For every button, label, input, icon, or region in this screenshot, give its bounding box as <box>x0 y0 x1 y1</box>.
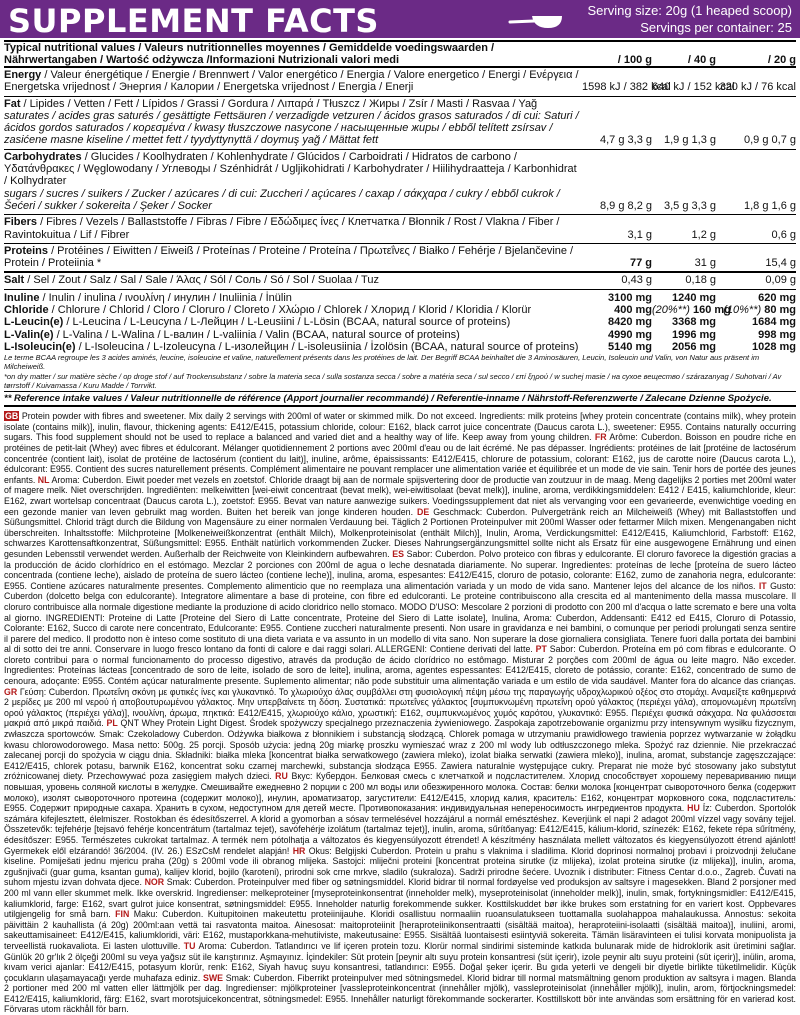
language-code: TU <box>183 940 196 951</box>
language-text: Gusto: Cuberdon (dolcetto belga con edulcorante). Integratore alimentare a base di proteine, con fibre ed edulcoranti. Le proteine contribuiscono alla crescita ed al mantenimento della massa muscolare. Il cloruro contribuisce alla normale digestione mediante la produzione di acido cloridrico nello stomaco. MODO D'USO: Mescolare 2 porzioni di prodotto con 200 ml d'acqua o latte scremato e bere una volta al giorno. INGREDIENTI: Proteine di Latte [Proteine del Siero di Latte concentrate, Proteine del Siero di Latte isolate], Inulina, Aroma: Cuberdon, Addensanti: E412 ed E415, Cloruro di Potassio, Colorante: E162, Succo di carote nere concentrato, Edulcorante: E955. Contiene zuccheri naturalmente presenti. Non usare in gravidanza e nei bambini, o comunque per periodi prolungati senza sentire il parere del medico. Il prodotto non è inteso come sostituto di una dieta variata e va assunto in un modello di vita sano. Non superare la dose giornaliera consigliata. Tenere fuori dalla portata dei bambini al di sotto dei tre anni. Conservare in luogo fresco lontano da fonti di calore e dai raggi solari. ALLERGENI: Contiene derivati del latte. <box>4 580 796 655</box>
nutrient-label: Fat / Lipides / Vetten / Fett / Lípidos / Grassi / Gordura / Λιπαρά / Tłuszcz / Жиры / Zsír / Masti / Rasvaa / Yağ saturates / acides gras saturés / gesättigte Fettsäuren / verzadigde vetzuren / ácidos grasos saturados / di cui: Saturi / ácidos gordos saturados / κορεσμένα / kwasy tłuszczowe nasycone / насыщенные жиры / ebből telített zsírsav / zasićene masne kiseline / mettet fett / tyydyttynyttä / doymuş yağ / Mättat fett <box>4 98 582 147</box>
scoop-icon <box>508 8 564 30</box>
language-text: Sabor: Cuberdon. Proteína em pó com fibras e edulcorante. O cloreto contribui para o normal funcionamento do processo digestivo, através da produção de ácido clorídrico no estômago. Misturar 2 porções com 200ml de água ou leite magro. Não exceder. Ingredientes: Proteínas lácteas [concentrado de soro de leite, isolado de soro de leite], inulina, aroma, agentes espessantes: E412/E415, cloreto de potássio, corante: E162, concentrado de sumo de cenoura, adoçante: E955. Contém açúcar naturalmente presente. Suplemento alimentar; não pode substituir uma alimentação variada e um estilo de vida saudável. Manter fora do alcance das crianças. <box>4 644 796 687</box>
nutrient-label: Proteins / Protéines / Eiwitten / Eiweiß / Proteínas / Proteine / Proteína / Πρωτεΐνες / Białko / Fehérje / Bjelančevine / Protein / Proteiinia * <box>4 244 574 270</box>
nutrient-label: Salt / Sel / Zout / Salz / Sal / Sale / Άλας / Sól / Соль / Só / Sol / Suolaa / Tuz <box>4 274 379 287</box>
amino-value: (20%**) 160 mg <box>652 304 731 317</box>
language-code: PT <box>535 644 547 655</box>
language-text: Geschmack: Cuberdon. Pulvergetränk reich an Milcheiweiß (Whey) mit Ballaststoffen und Süßungsmittel. Chlorid trägt durch die Bildung von Magensäure zu einer normalen Verdauung bei. Täglich 2 Portionen Proteinpulver mit 200ml Wasser oder fettarmer Milch mixen. Mengenangaben nicht überschreiten. Inhaltsstoffe: Milchproteine [Molkeneiweißkonzentrat (enthält Milch), Molkenproteinisolat (enthält Milch)], Inulin, Aroma, Verdickungsmittel: E412/E415, Kaliumchlorid, Farbstoff: E162, schwarzes Karottensaftkonzentrat, Süßungsmittel: E955. Enthält natürlich vorkommenden Zucker. Dieses Nahrungsergänzungsmittel sollte nicht als Ersatz für eine ausgewogene Ernährung und einen gesunden Lebensstil verwendet werden. Außerhalb der Reichweite von Kleinkindern aufbewahren. <box>4 506 797 559</box>
nutrient-value: 0,6 g <box>771 228 796 241</box>
nutrient-value: 1,8 g 1,6 g <box>744 199 796 212</box>
language-text: Aroma: Cuberdon. Eiwit poeder met vezels en zoetstof. Chloride draagt bij aan de normale spijsvertering door de productie van zoutzuur in de maag. Meng dagelijks 2 porties met 200ml water of magere melk. Niet overschrijden. Ingrediënten: melkeiwitten [wei-eiwit concentraat (bevat melk), wei-eiwitisolaat (bevat melk)], inuline, aroma, verdikkingsmiddelen: E412 / E415, kaliumchloride, kleur: E162, zwart wortelsap concentraat (Daucus carota L.), zoetstof: E955. Bevat van nature aanwezige suikers. Voedingssupplement dat niet als vervanging voor een gevarieerde, evenwichtige voeding en een gezonde manier van leven gebruikt mag worden. Buiten het bereik van jonge kinderen houden. <box>4 474 796 517</box>
dry-matter-fine-print: *on dry matter / sur matière sèche / op droge stof / auf Trockensubstanz / sobre la materia seca / sulla sostanza secca / sobre a matéria seca / sul secco / επί ξηρού / w suchej masie / на сухое вещество / szárazanyag / Suhotvari / Av tørrstoff / Kuivamassa / Kuru Madde / Torrvikt. <box>4 372 782 391</box>
nutrient-value: 31 g <box>694 257 716 270</box>
language-code: GR <box>4 686 18 697</box>
nutrient-value: 640 kJ / 152 kcal <box>652 81 735 94</box>
multilingual-description <box>4 411 797 1015</box>
amino-label: Inuline / Inulin / inulina / ινουλίνη / инулин / Inuliinia / İnülin <box>4 291 292 304</box>
language-text: Sabor: Cuberdon. Polvo proteico con fibras y edulcorante. El cloruro favorece la digestión gracias a la producción de ácido clorhídrico en el estómago. Mezclar 2 porciones con 200ml de agua o leche desnatada diariamente. No superar. Ingredientes: proteínas de leche [proteína de suero lácteo concentrada (contiene leche), aislado de proteína de suero lácteo (contiene leche)], inulina, aroma, espesantes: E412/E415, cloruro de potasio, colorante: E162, zumo de zanahoria negra, edulcorante: E955. Contiene azúcares naturalmente presentes. Complemento alimenticio que no reemplaza una alimentación variada y un modo de vida sano. Mantener lejos del alcance de los niños. <box>4 548 796 591</box>
amino-label: L-Leucin(e) / L-Leucina / L-Leucyna / L-Лейцин / L-Leusiini / L-Lösin (BCAA, natural source of proteins) <box>4 316 511 329</box>
amino-value: (10%**) 80 mg <box>723 304 796 317</box>
amino-value: 2056 mg <box>671 340 716 353</box>
amino-value: 1240 mg <box>671 291 716 304</box>
language-text: Smak: Cuberdon. Proteinpulver med fiber og søtningsmiddel. Klorid bidrar til normal fordøyelse ved produksjon av saltsyre i magesekken. Bland 2 porsjoner med 200 ml vann eller skummet melk. Ikke overskrid. Ingredienser: melkeproteiner [myseproteinkonsentrat (inneholder melk), myseproteinisolat (inneholder melk)], inulin, smak, fortykningsmidler: E412/E415, kaliumklorid, farge: E162, svart gulrot juice konsentrat, søtningsmiddel: E955. Inneholder naturlig forekommende sukker. Kosttilskuddet bør ikke brukes som erstatning for en variert kost. Oppbevares utilgjengelig for små barn. <box>4 877 796 920</box>
table-header-label: Typical nutritional values / Valeurs nutritionnelles moyennes / Gemiddelde voedingswaarden / Nährwertangaben / Wartość odżywcza /Informazioni Nutrizionali valori medi <box>4 42 495 66</box>
nutrient-value: 0,9 g 0,7 g <box>744 134 796 147</box>
col-40g: / 40 g <box>687 54 716 66</box>
language-text: Aroma: Cuberdon. Tatlandırıcı ve lif içeren protein tozu. Klorür normal sindirimi sisteminde katkıda bulunarak mide de hidroklorik asit üretimini sağlar. Günlük 20 gr'lık 2 ölçeği 200ml su veya yağsız süt ile karıştırınız. Aşmayınız. İçindekiler: Süt protein [peynir altı suyu protein konsantresi (süt içerir), izole peynir altı suyu proteini (süt içerir)], inülin, aroma, kıvam verici ajanlar: E412/E415, potasyum klorür, renk: E162, Siyah havuç suyu konsantresi, tatlandırıcı: E955. Doğal şeker içerir. Bu gıda yeterli ve dengeli bir diyetle birlikte tüketilmelidir. Küçük çocukların ulaşamayacağı yerde muhafaza ediniz. <box>4 940 797 983</box>
language-text: Smak: Cuberdon. Fiberrikt proteinpulver med sötningsmedel. Klorid bidrar till normal matsmältning genom produktion av saltsyra i magen. Blanda 2 portioner med 200 ml vatten eller lättmjölk per dag. Ingredienser: mjölkproteiner [vassleproteinkoncentrat (innehåller mjölk), vassleproteinisolat (innehåller mjölk)], inulin, arom, förtjockningsmedel: E412/E415, kaliumklorid, färg: E162, svart morotsjuicekoncentrat, sötningsmedel: E955. Innehåller naturligt förekommande sockerarter. Kosttillskott bör inte användas som ersättning för en varierad kost. Förvaras utom räckhåll för barn. <box>4 972 796 1015</box>
language-code: HR <box>292 845 306 856</box>
language-text: Γεύση: Cuberdon. Πρωτεΐνη σκόνη με φυτικές ίνες και γλυκαντικό. Το χλωριούχο άλας συμβάλλει στη φυσιολογική πέψη μέσω της παραγωγής υδροχλωρικού οξέος στο στομάχι. Αναμείξτε καθημερινά 2 μερίδες με 200 ml νερού ή αποβουτυρωμένου γάλακτος. Μην υπερβαίνετε τη δόση. Συστατικά: πρωτεΐνες γάλακτος [συμπυκνωμένη πρωτεΐνη ορού γάλακτος (περιέχει γάλα), απομονωμένη πρωτεΐνη ορού γάλακτος (περιέχει γάλα)], ινουλίνη, άρωμα, πηκτικά: E412/E415, χλωριούχο κάλιο, χρωστική: E162, συμπυκνωμένος χυμός καρότου, γλυκαντικό: E955. Περιέχει φυσικά σάκχαρα. Να φυλάσσεται μακριά από μικρά παιδιά. <box>4 686 796 729</box>
supplement-facts-header <box>0 0 800 38</box>
serving-size: Serving size: 20g (1 heaped scoop) <box>587 3 792 18</box>
amino-row <box>4 341 796 353</box>
nutrient-sublabel: sugars / sucres / suikers / Zucker / azúcares / di cui: Zuccheri / açúcares / сахар / σάκχαρα / cukry / ebből cukrok / Šećeri / sukker / sokereita / Şeker / Socker <box>4 187 560 212</box>
nutrient-row <box>4 215 796 244</box>
amino-value: 1996 mg <box>671 328 716 341</box>
language-code: NL <box>37 474 50 485</box>
language-text: Maku: Cuberdon. Kuitupitoinen makeutettu proteiinijauhe. Kloridi osallistuu normaaliin ruoansulatukseen tuottamalla suolahappoa mahalaukussa. Annostus: sekoita päivittäin 2 kauhallista (á 20g) 200ml:aan vettä tai rasvatonta maitoa. Ainesosat: maitoproteiinit [heraproteiinikonsentraatti (sisältää maitoa), heraproteiini-isolaatti (sisältää maitoa)], inuliini, aromi, sakeuttamisaineet: E412/E415, kaliumkloridi, väri: E162, mustaporkkana-mehutiiviste, makeutusaine: E955. Sisältää luontaisesti esiintyviä sokereita. Tämän lisäravinteen ei tulisi korvata monipuolista ja terveellistä ruokavaliota. Ei lasten ulottuville. <box>4 909 796 951</box>
nutrient-value: 1598 kJ / 382 kcal <box>582 81 671 94</box>
amino-value: 1684 mg <box>751 316 796 329</box>
amino-value: 620 mg <box>758 291 796 304</box>
nutrient-value: 1,2 g <box>691 228 716 241</box>
language-text: Okus: Belgijski Cuberdon. Protein u prahu s vlaknima i sladilima. Klorid doprinosi normalnoj probavi i proizvodnji želučane kiseline. Pomiješati jednu mjericu praha (20g) s 200ml vode ili obranog mlijeka. Sastojci: mliječni proteini [koncentrat proteina sirutke (iz mlijeka), izolat proteina sirutke (iz mlijeka)], inulin, aroma, zgušnjivači (guar guma, ksantan guma), kalijev klorid, bojilo (karoteni), prirodni sok crne mrkve, sladilo (sukraloza). Sadrži prirodne šećere. Uvoznik i distributer: Fitness Centar d.o.o., Zagreb. Čuvati na suhom mjestu izvan dohvata djece. <box>4 845 796 888</box>
language-text: Вкус: Кубердон. Белковая смесь с клетчаткой и подсластителем. Хлорид способствует хорошему перевариванию пищи повышая, уровень соляной кислоты в желудке. Смешивайте ежедневно 2 порции с 200 мл воды или обезжиренного молока. Состав: белки молока [концентрат сывороточного белка (содержит молоко), изолят сывороточного протеина (содержит молоко)], инулин, ароматизатор, загустители: E412/E415, хлорид калия, краситель: E162, концентрат морковного сока, подсластитель: E955. Содержит природные сахара. Хранить в сухом, недоступном для детей месте. Противопоказания: индивидуальная непереносимость ингредиентов продукта. <box>4 771 796 814</box>
amino-value: 400 mg <box>614 304 652 317</box>
nutrient-value: 15,4 g <box>765 257 796 270</box>
nutrient-value: 3,1 g <box>627 228 652 241</box>
language-code: RU <box>275 771 288 782</box>
nutrient-row <box>4 273 796 289</box>
amino-value: 3368 mg <box>671 316 716 329</box>
nutrient-value: 320 kJ / 76 kcal <box>719 81 796 94</box>
reference-intake-percent: (10%**) <box>723 304 765 317</box>
language-code: FIN <box>115 909 130 920</box>
amino-value: 5140 mg <box>607 340 652 353</box>
language-code: ES <box>392 548 404 559</box>
amino-value: 4990 mg <box>607 328 652 341</box>
amino-row <box>4 292 796 304</box>
language-code: NOR <box>144 877 165 888</box>
nutrient-value: 0,18 g <box>685 274 716 287</box>
amino-value: 998 mg <box>758 328 796 341</box>
nutrition-table <box>4 40 796 407</box>
servings-per-container: Servings per container: 25 <box>640 20 792 35</box>
serving-info <box>587 2 792 36</box>
amino-row <box>4 329 796 341</box>
nutrient-value: 0,43 g <box>621 274 652 287</box>
nutrient-value: 4,7 g 3,3 g <box>600 134 652 147</box>
nutrient-value: 1,9 g 1,3 g <box>664 134 716 147</box>
nutrient-value: 8,9 g 8,2 g <box>600 199 652 212</box>
nutrient-row <box>4 97 796 150</box>
col-100g: / 100 g <box>617 54 652 66</box>
language-text: Arôme: Cuberdon. Boisson en poudre riche en protéines de petit-lait (Whey) avec fibres et édulcorant. Mélanger quotidiennement 2 portions avec 200ml d'eau ou de lait écrémé. Ne pas dépasser. Ingrédients: protéines de lait [protéine de lactosérum concentrée (contient lait), isolat de protéine de lactosérum (contient du lait)], inuline, arôme, épaississants: E412/E415, chlorure de potassium, colorant: E162, jus de carotte noire (Daucus carota L.), édulcorant: E955. Contient des sucres naturellement présents. Complément alimentaire ne pouvant remplacer une alimentation variée et équilibrée et un mode de vie sain. Tenir hors de portée des jeunes enfants. <box>4 432 796 485</box>
nutrient-sublabel: saturates / acides gras saturés / gesättigte Fettsäuren / verzadigde vetzuren / ácidos grasos saturados / di cui: Saturi / ácidos gordos saturados / κορεσμένα / kwasy tłuszczowe nasycone / насыщенные жиры / ebből telített zsírsav / zasićene masne kiseline / mettet fett / tyydyttynyttä / doymuş yağ / Mättat fett <box>4 109 579 147</box>
nutrient-row <box>4 244 796 274</box>
amino-label: L-Valin(e) / L-Valina / L-Walina / L-валин / L-valiinia / Valin (BCAA, natural source of proteins) <box>4 328 460 341</box>
nutrient-rows <box>4 68 796 290</box>
amino-value: 3100 mg <box>607 291 652 304</box>
language-code: HU <box>687 803 700 814</box>
language-text: QNT Whey Protein Light Digest. Środek spożywczy specjalnego przeznaczenia żywieniowego. Zaspokaja zapotrzebowanie organizmu przy intensywnym wysiłku fizycznym, zwłaszcza sportowców. Smak: Czekoladowy Cuberdon. Odżywka białkowa z błonnikiem i substancją słodzącą. Chlorek pomaga w utrzymaniu prawidłowego trawienia poprzez wytwarzanie w żołądku kwasu chlorowodorowego. Masa netto: 500g. 25 porcji. Sposób użycia: jedną 20g miarkę proszku wymieszać wraz z 200 ml wody lub odtłuszczonego mleka. Spożyć raz dziennie. Nie przekraczać zalecanej porcji do spożycia w ciągu dnia. Składniki: białka mleka [koncentrat białka serwatkowego (zawiera mleko), izolat białka serwatki (zawiera mleko)], inulina, aromat, substancje zagęszczające: E412/E415, chlorek potasu, barwnik E162, koncentrat soku czarnej marchewki, substancja słodząca E955. Zawiera naturalnie występujące cukry. Preparat nie może być stosowany jako substytut zróżnicowanej diety. Przechowywać poza zasięgiem małych dzieci. <box>4 718 796 782</box>
amino-value: 1028 mg <box>751 340 796 353</box>
language-code: FR <box>594 432 607 443</box>
amino-row <box>4 316 796 328</box>
nutrient-value: 3,5 g 3,3 g <box>664 199 716 212</box>
page-title: SUPPLEMENT FACTS <box>8 2 379 40</box>
language-text: Protein powder with fibres and sweetener. Mix daily 2 servings with 200ml of water or skimmed milk. Do not exceed. Ingredients: milk proteins [whey protein concentrate (contains milk), whey protein isolate (contains milk)], inulin, flavour, thickening agents: E412/E415, potassium chloride, colour: E162, black carrot juice concentrate (Daucus carota L.), sweetener: E955. Contains naturally occurring sugars. This food supplement should not be used to replace a balanced and varied diet and a healthy way of life. Keep away from young children. <box>4 411 796 443</box>
language-code: IT <box>758 580 767 591</box>
amino-value: 8420 mg <box>607 316 652 329</box>
amino-row <box>4 304 796 316</box>
reference-intake-note: ** Reference intake values / Valeur nutritionnelle de référence (Apport journalier recommandé) / Referentie-inname / Nährstoff-Referenzwerte / Zalecane Dzienne Spożycie. <box>4 391 796 407</box>
nutrient-row <box>4 68 796 97</box>
language-code: GB <box>5 411 19 422</box>
nutrient-value: 0,09 g <box>765 274 796 287</box>
bcaa-fine-print: Le terme BCAA regroupe les 3 acides aminés, leucine, isoleucine et valine, naturellement présents dans les protéines de lait. Der Begriff BCAA beinhaltet die 3 Aminosäuren, Leucin, Isoleucin und Valin, von Natur aus präsent im Milcheiweiß. <box>4 353 760 372</box>
nutrient-row <box>4 150 796 215</box>
nutrient-value: 77 g <box>629 257 652 270</box>
amino-label: L-Isoleucin(e) / L-Isoleucina / L-Izoleucyna / L-изолейцин / L-isoleusiinia / İzolösin (BCAA, natural source of proteins) <box>4 340 579 353</box>
amino-rows <box>4 290 796 353</box>
col-20g: / 20 g <box>767 54 796 66</box>
language-code: PL <box>106 718 118 729</box>
language-text: Íz: Cuberdon. Sportolók számára kifejlesztett, élelmiszer. Rostokban és édesítőszerrel. A klorid a gyomorban a sósav termelésével hozzájárul a normál emésztéshez. Keverjünk el napi 2 adagot 200ml vízzel vagy sovány tejjel. Összetevők: tejfehérje [tejsavó fehérje koncentrátum (tartalmaz tejet), savófehérje izolátum (tartalmaz tejet)], inulin, aroma, sűrítőanyag: E412/E415, kálium-klorid, színezék: E162, fekete répa sűrítmény, édesítőszer: E955. Természetes cukrokat tartalmaz. A termék nem pótolhatja a változatos és kiegyensúlyozott étrendet! A készítmény használata mellett változatos és kiegyensúlyozott étrend ajánlott! Gyermekek elől elzárandó! 36/2004. (IV. 26.) ESzCsM rendelet alapján! <box>4 803 796 856</box>
table-header <box>4 42 796 68</box>
language-code: SWE <box>203 972 224 983</box>
reference-intake-percent: (20%**) <box>652 304 693 317</box>
nutrient-label: Energy / Valeur énergétique / Energie / Brennwert / Valor energético / Energia / Valore energetico / Energi / Ενέργεια / Energetska vrijednost / Энергия / Калории / Energetska vrijednost / Energia / Enerji <box>4 69 579 94</box>
nutrient-label: Carbohydrates / Glucides / Koolhydraten / Kohlenhydrate / Glúcidos / Carboidrati / Hidratos de carbono / Υδατάνθρακες / Węglowodany / Углеводы / Szénhidrát / Ugljikohidrati / Karbohydrater / Hiilihydraatteja / Karbonhidrat / Kolhydrater sugars / sucres / suikers / Zucker / azúcares / di cui: Zuccheri / açúcares / сахар / σάκχαρα / cukry / ebből cukrok / Šećeri / sukker / sokereita / Şeker / Socker <box>4 151 582 212</box>
nutrient-label: Fibers / Fibres / Vezels / Ballaststoffe / Fibras / Fibre / Εδώδιμες ίνες / Клетчатка / Błonnik / Rost / Vlakna / Fiber / Ravintokuitua / Lif / Fibrer <box>4 216 560 241</box>
language-code: DE <box>417 506 430 517</box>
amino-label: Chloride / Chlorure / Chlorid / Cloro / Cloruro / Cloreto / Χλώριο / Chlorek / Хлорид / Klorid / Kloridia / Klorür <box>4 304 532 317</box>
